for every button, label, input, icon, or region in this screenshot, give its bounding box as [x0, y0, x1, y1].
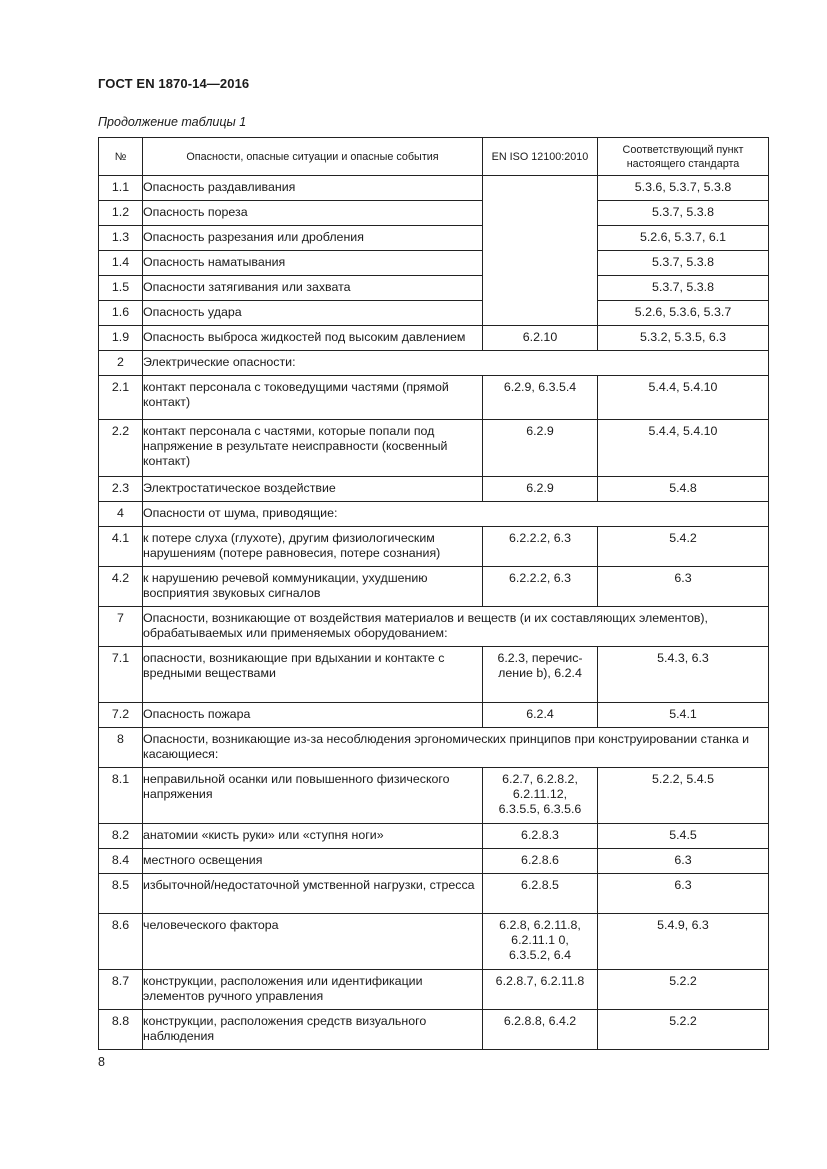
row-num: 7 — [99, 607, 143, 647]
table-row — [99, 326, 769, 351]
row-hazard: Опасность раздавливания — [143, 176, 483, 201]
table-row — [99, 914, 769, 970]
row-standard: 6.3 — [598, 567, 769, 607]
row-num: 2 — [99, 351, 143, 376]
row-hazard: Опасность выброса жидкостей под высоким давлением — [143, 326, 483, 351]
table-caption: Продолжение таблицы 1 — [98, 115, 247, 129]
row-hazard: контакт персонала с токоведущими частями (прямой контакт) — [143, 376, 483, 420]
row-hazard: к нарушению речевой коммуникации, ухудшению восприятия звуковых сигналов — [143, 567, 483, 607]
table-row — [99, 176, 769, 201]
table-row — [99, 567, 769, 607]
table-row — [99, 477, 769, 502]
table-section-row — [99, 502, 769, 527]
row-hazard: Опасность пожара — [143, 703, 483, 728]
row-hazard: Электрические опасности: — [143, 351, 769, 376]
row-hazard: избыточной/недостаточной умственной нагрузки, стресса — [143, 874, 483, 914]
table-row — [99, 251, 769, 276]
row-num: 4.1 — [99, 527, 143, 567]
row-standard: 6.3 — [598, 849, 769, 874]
row-iso: 6.2.8, 6.2.11.8, 6.2.11.1 0, 6.3.5.2, 6.4 — [483, 914, 598, 970]
row-standard: 5.3.7, 5.3.8 — [598, 201, 769, 226]
row-iso: 6.2.2.2, 6.3 — [483, 527, 598, 567]
table-section-row — [99, 728, 769, 768]
row-num: 4 — [99, 502, 143, 527]
table-row — [99, 226, 769, 251]
row-standard: 5.4.5 — [598, 824, 769, 849]
table-row — [99, 527, 769, 567]
row-hazard: опасности, возникающие при вдыхании и контакте с вредными веществами — [143, 647, 483, 703]
header-hazard: Опасности, опасные ситуации и опасные события — [143, 138, 483, 176]
row-num: 1.4 — [99, 251, 143, 276]
row-num: 8.7 — [99, 970, 143, 1010]
row-iso: 6.2.8.8, 6.4.2 — [483, 1010, 598, 1050]
row-iso: 6.2.8.7, 6.2.11.8 — [483, 970, 598, 1010]
row-num: 8.1 — [99, 768, 143, 824]
table-header-row — [99, 138, 769, 176]
row-iso: 6.2.9 — [483, 420, 598, 477]
row-hazard: Опасности затягивания или захвата — [143, 276, 483, 301]
table-row — [99, 849, 769, 874]
row-hazard: анатомии «кисть руки» или «ступня ноги» — [143, 824, 483, 849]
row-hazard: Опасности, возникающие из-за несоблюдения эргономических принципов при конструировании станка и касающиеся: — [143, 728, 769, 768]
row-standard: 5.2.2 — [598, 970, 769, 1010]
row-num: 2.3 — [99, 477, 143, 502]
row-hazard: конструкции, расположения средств визуального наблюдения — [143, 1010, 483, 1050]
row-iso: 6.2.8.3 — [483, 824, 598, 849]
row-standard: 5.2.2, 5.4.5 — [598, 768, 769, 824]
header-standard: Соответствующий пункт настоящего стандарта — [598, 138, 769, 176]
row-hazard: Опасности, возникающие от воздействия материалов и веществ (и их составляющих элементов), обрабатываемых или применяемых оборудованием: — [143, 607, 769, 647]
row-iso: 6.2.8.5 — [483, 874, 598, 914]
row-hazard: местного освещения — [143, 849, 483, 874]
row-num: 7.1 — [99, 647, 143, 703]
row-hazard: Опасность разрезания или дробления — [143, 226, 483, 251]
row-standard: 5.2.6, 5.3.7, 6.1 — [598, 226, 769, 251]
row-hazard: к потере слуха (глухоте), другим физиологическим нарушениям (потере равновесия, потере сознания) — [143, 527, 483, 567]
row-hazard: человеческого фактора — [143, 914, 483, 970]
row-num: 8.2 — [99, 824, 143, 849]
row-standard: 5.4.4, 5.4.10 — [598, 376, 769, 420]
row-standard: 5.4.8 — [598, 477, 769, 502]
row-num: 1.5 — [99, 276, 143, 301]
row-num: 2.1 — [99, 376, 143, 420]
table-row — [99, 376, 769, 420]
table-row — [99, 970, 769, 1010]
row-iso: 6.2.9, 6.3.5.4 — [483, 376, 598, 420]
row-iso: 6.2.3, перечис-ление b), 6.2.4 — [483, 647, 598, 703]
row-iso-merged — [483, 176, 598, 326]
row-standard: 5.4.3, 6.3 — [598, 647, 769, 703]
row-num: 1.6 — [99, 301, 143, 326]
row-iso: 6.2.2.2, 6.3 — [483, 567, 598, 607]
row-hazard: Опасность наматывания — [143, 251, 483, 276]
row-num: 2.2 — [99, 420, 143, 477]
row-hazard: конструкции, расположения или идентификации элементов ручного управления — [143, 970, 483, 1010]
table-row — [99, 703, 769, 728]
row-standard: 5.3.6, 5.3.7, 5.3.8 — [598, 176, 769, 201]
header-iso: EN ISO 12100:2010 — [483, 138, 598, 176]
row-iso: 6.2.10 — [483, 326, 598, 351]
row-standard: 5.2.6, 5.3.6, 5.3.7 — [598, 301, 769, 326]
row-standard: 5.4.9, 6.3 — [598, 914, 769, 970]
row-num: 1.3 — [99, 226, 143, 251]
table-row — [99, 824, 769, 849]
table-row — [99, 301, 769, 326]
table-row — [99, 420, 769, 477]
row-hazard: Опасность пореза — [143, 201, 483, 226]
row-hazard: неправильной осанки или повышенного физического напряжения — [143, 768, 483, 824]
hazards-table — [98, 137, 769, 1050]
row-num: 8.4 — [99, 849, 143, 874]
row-iso: 6.2.8.6 — [483, 849, 598, 874]
row-num: 8.5 — [99, 874, 143, 914]
table-row — [99, 768, 769, 824]
row-standard: 5.3.7, 5.3.8 — [598, 251, 769, 276]
row-num: 1.1 — [99, 176, 143, 201]
row-standard: 5.2.2 — [598, 1010, 769, 1050]
row-standard: 5.3.7, 5.3.8 — [598, 276, 769, 301]
row-standard: 5.4.1 — [598, 703, 769, 728]
row-num: 4.2 — [99, 567, 143, 607]
row-standard: 5.4.4, 5.4.10 — [598, 420, 769, 477]
row-hazard: контакт персонала с частями, которые попали под напряжение в результате неисправности (косвенный контакт) — [143, 420, 483, 477]
table-row — [99, 276, 769, 301]
header-num: № — [99, 138, 143, 176]
row-hazard: Опасности от шума, приводящие: — [143, 502, 769, 527]
row-num: 8.6 — [99, 914, 143, 970]
row-standard: 6.3 — [598, 874, 769, 914]
row-num: 7.2 — [99, 703, 143, 728]
row-iso: 6.2.4 — [483, 703, 598, 728]
document-title: ГОСТ EN 1870-14—2016 — [98, 76, 250, 91]
row-hazard: Электростатическое воздействие — [143, 477, 483, 502]
row-standard: 5.3.2, 5.3.5, 6.3 — [598, 326, 769, 351]
row-num: 1.9 — [99, 326, 143, 351]
row-num: 1.2 — [99, 201, 143, 226]
table-row — [99, 201, 769, 226]
row-standard: 5.4.2 — [598, 527, 769, 567]
row-iso: 6.2.7, 6.2.8.2, 6.2.11.12, 6.3.5.5, 6.3.5.6 — [483, 768, 598, 824]
table-section-row — [99, 607, 769, 647]
row-num: 8 — [99, 728, 143, 768]
page-number: 8 — [98, 1055, 105, 1069]
row-iso: 6.2.9 — [483, 477, 598, 502]
table-section-row — [99, 351, 769, 376]
row-hazard: Опасность удара — [143, 301, 483, 326]
table-row — [99, 647, 769, 703]
table-row — [99, 1010, 769, 1050]
row-num: 8.8 — [99, 1010, 143, 1050]
table-row — [99, 874, 769, 914]
